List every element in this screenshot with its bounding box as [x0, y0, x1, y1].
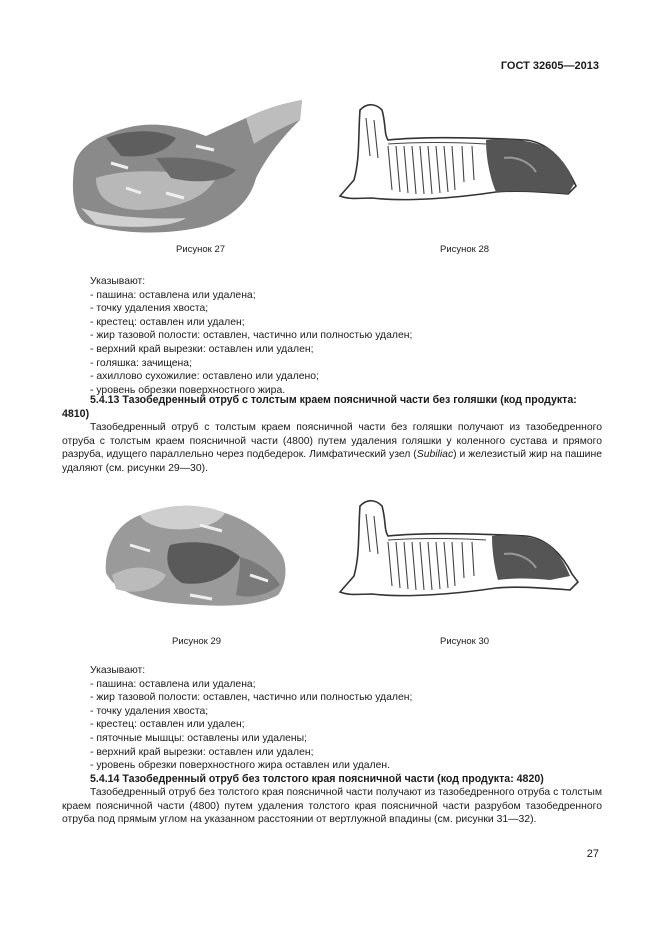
paragraph-italic-term: Subiliac — [416, 449, 454, 461]
figure-29-meat-cut — [100, 495, 290, 610]
list-item: - точку удаления хвоста; — [90, 303, 209, 315]
list-item: - верхний край вырезки: оставлен или удален; — [90, 343, 314, 355]
list-item: - пяточные мышцы: оставлены или удалены; — [90, 732, 308, 744]
list-item: - уровень обрезки поверхностного жира оставлен или удален. — [90, 760, 390, 772]
figure-29-caption: Рисунок 29 — [172, 636, 222, 647]
list-item: - жир тазовой полости: оставлен, частично или полностью удален; — [90, 330, 413, 342]
paragraph-text: ) и железистый жир на пашине удаляют (см. рисунки 29—30). — [62, 449, 603, 474]
figure-28-caption: Рисунок 28 — [440, 244, 490, 255]
requirements-list-1 — [90, 275, 412, 397]
paragraph-text: Тазобедренный отруб без толстого края поясничной части получают из тазобедренного отруба с толстым краем поясничной части (4800) путем удаления толстого края поясничной части разрубом тазобедренного отруба под прямым углом на указанном расстоянии от вертлужной впадины (см. рисунки 31—32). — [62, 787, 602, 826]
list-item: - крестец: оставлен или удален; — [90, 719, 245, 731]
figure-30-caption: Рисунок 30 — [440, 636, 490, 647]
section-heading-5-4-14: 5.4.14 Тазобедренный отруб без толстого края поясничной части (код продукта: 4820) — [90, 773, 544, 785]
figure-27-caption: Рисунок 27 — [176, 244, 226, 255]
list-item: - голяшка: зачищена; — [90, 357, 192, 369]
list-item: - верхний край вырезки: оставлен или удален; — [90, 746, 314, 758]
list-item: - ахиллово сухожилие: оставлено или удалено; — [90, 371, 319, 383]
list-intro: Указывают: — [90, 276, 146, 287]
list-item: - крестец: оставлен или удален; — [90, 316, 245, 328]
list-item: - пашина: оставлена или удалена; — [90, 289, 256, 301]
section-paragraph-5-4-14 — [62, 786, 602, 827]
list-item: - жир тазовой полости: оставлен, частично или полностью удален; — [90, 692, 413, 704]
list-intro: Указывают: — [90, 665, 146, 676]
requirements-list-2 — [90, 664, 412, 773]
paragraph-text: Тазобедренный отруб с толстым краем поясничной части без голяшки получают из тазобедренного отруба с толстым краем поясничной части (4800) путем удаления голяшки у коленного сустава и прямого разруба, идущего параллельно через подбедерок. Лимфатический узел ( — [62, 422, 602, 461]
section-heading-5-4-13: 5.4.13 Тазобедренный отруб с толстым краем поясничной части без голяшки (код продукта: 4810) — [62, 394, 577, 420]
figure-27-meat-cut — [66, 98, 306, 238]
list-item: - уровень обрезки поверхностного жира. — [90, 384, 286, 396]
page-number: 27 — [586, 848, 599, 860]
list-item: - точку удаления хвоста; — [90, 705, 209, 717]
document-header: ГОСТ 32605—2013 — [500, 60, 599, 72]
figure-30-carcass-diagram — [336, 492, 586, 610]
figure-28-carcass-diagram — [336, 98, 586, 213]
section-paragraph-5-4-13 — [62, 421, 602, 475]
list-item: - пашина: оставлена или удалена; — [90, 678, 256, 690]
